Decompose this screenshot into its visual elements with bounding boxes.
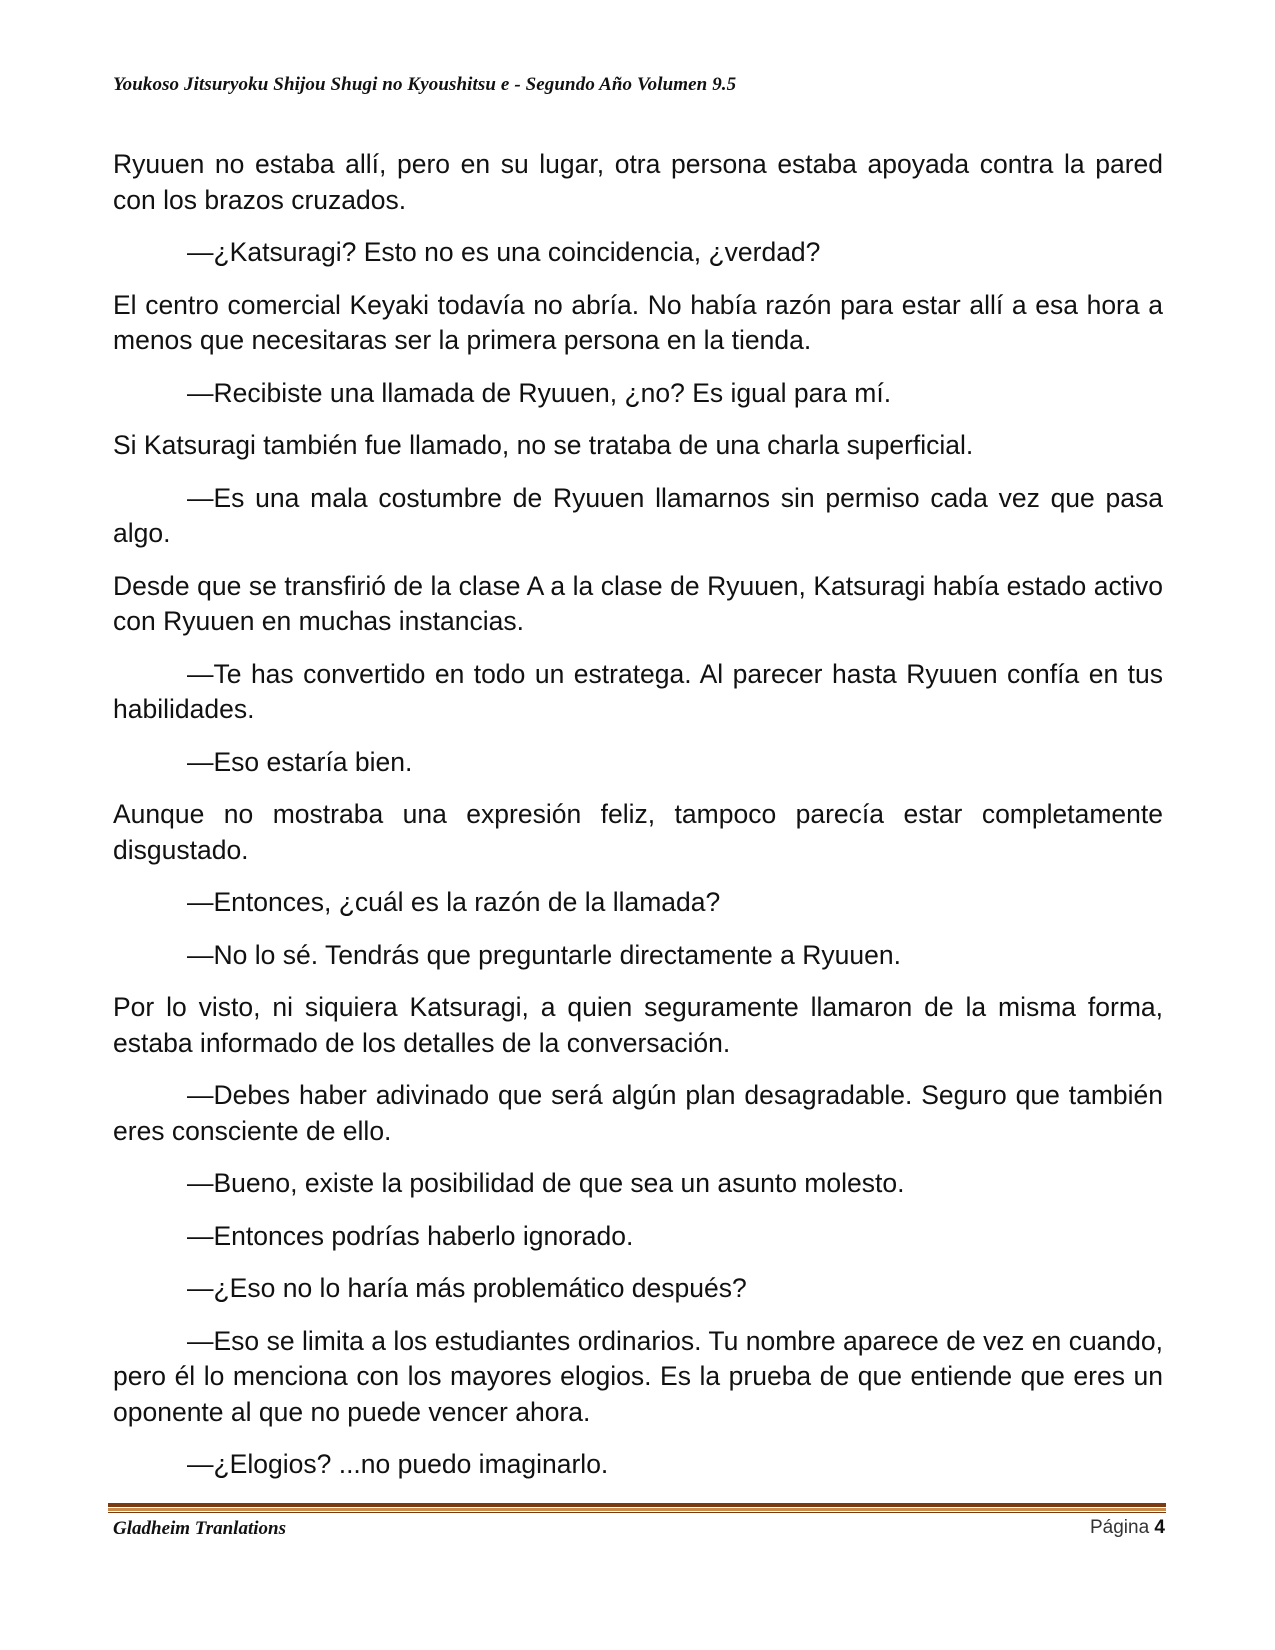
paragraph: Ryuuen no estaba allí, pero en su lugar, otra persona estaba apoyada contra la pared con los brazos cruzados. [113,149,1163,215]
paragraph: Aunque no mostraba una expresión feliz, tampoco parecía estar completamente disgustado. [113,799,1163,865]
page-body [113,147,1163,1500]
dialogue-line: —Entonces, ¿cuál es la razón de la llamada? [187,887,721,917]
translator-credit: Gladheim Tranlations [113,1518,286,1539]
page-number: 4 [1154,1517,1165,1538]
paragraph: Por lo visto, ni siquiera Katsuragi, a quien seguramente llamaron de la misma forma, estaba informado de los detalles de la conversación. [113,992,1163,1058]
dialogue-line: —Recibiste una llamada de Ryuuen, ¿no? Es igual para mí. [187,377,892,408]
dialogue-line: —Entonces podrías haberlo ignorado. [187,1220,634,1251]
dialogue-line: —¿Katsuragi? Esto no es una coincidencia, ¿verdad? [187,237,821,267]
footer-rule-dark [108,1503,1166,1507]
paragraph: Desde que se transfirió de la clase A a la clase de Ryuuen, Katsuragi había estado activo con Ryuuen en muchas instancias. [113,570,1163,636]
dialogue-line: —No lo sé. Tendrás que preguntarle directamente a Ryuuen. [187,939,901,970]
page-label: Página [1089,1517,1150,1538]
paragraph: Si Katsuragi también fue llamado, no se trataba de una charla superficial. [113,430,974,460]
dialogue-line: —Eso se limita a los estudiantes ordinarios. Tu nombre aparece de vez en cuando, pero él lo menciona con los mayores elogios. Es la prueba de que entiende que eres un oponente al que no puede vencer ahora. [113,1325,1163,1427]
dialogue-line: —¿Elogios? ...no puedo imaginarlo. [187,1449,609,1479]
paragraph: El centro comercial Keyaki todavía no abría. No había razón para estar allí a esa hora a menos que necesitaras ser la primera persona en la tienda. [113,289,1163,355]
dialogue-line: —Bueno, existe la posibilidad de que sea un asunto molesto. [187,1168,905,1198]
footer-rule-thin [108,1512,1166,1513]
dialogue-line: —¿Eso no lo haría más problemático después? [187,1273,747,1303]
footer-rule-light [108,1508,1166,1511]
page-indicator [1090,1517,1165,1539]
dialogue-line: —Debes haber adivinado que será algún plan desagradable. Seguro que también eres consciente de ello. [113,1080,1163,1146]
dialogue-line: —Eso estaría bien. [187,746,413,777]
dialogue-line: —Es una mala costumbre de Ryuuen llamarnos sin permiso cada vez que pasa algo. [113,482,1163,548]
running-header: Youkoso Jitsuryoku Shijou Shugi no Kyoushitsu e - Segundo Año Volumen 9.5 [113,74,737,95]
dialogue-line: —Te has convertido en todo un estratega. Al parecer hasta Ryuuen confía en tus habilidades. [113,658,1163,724]
